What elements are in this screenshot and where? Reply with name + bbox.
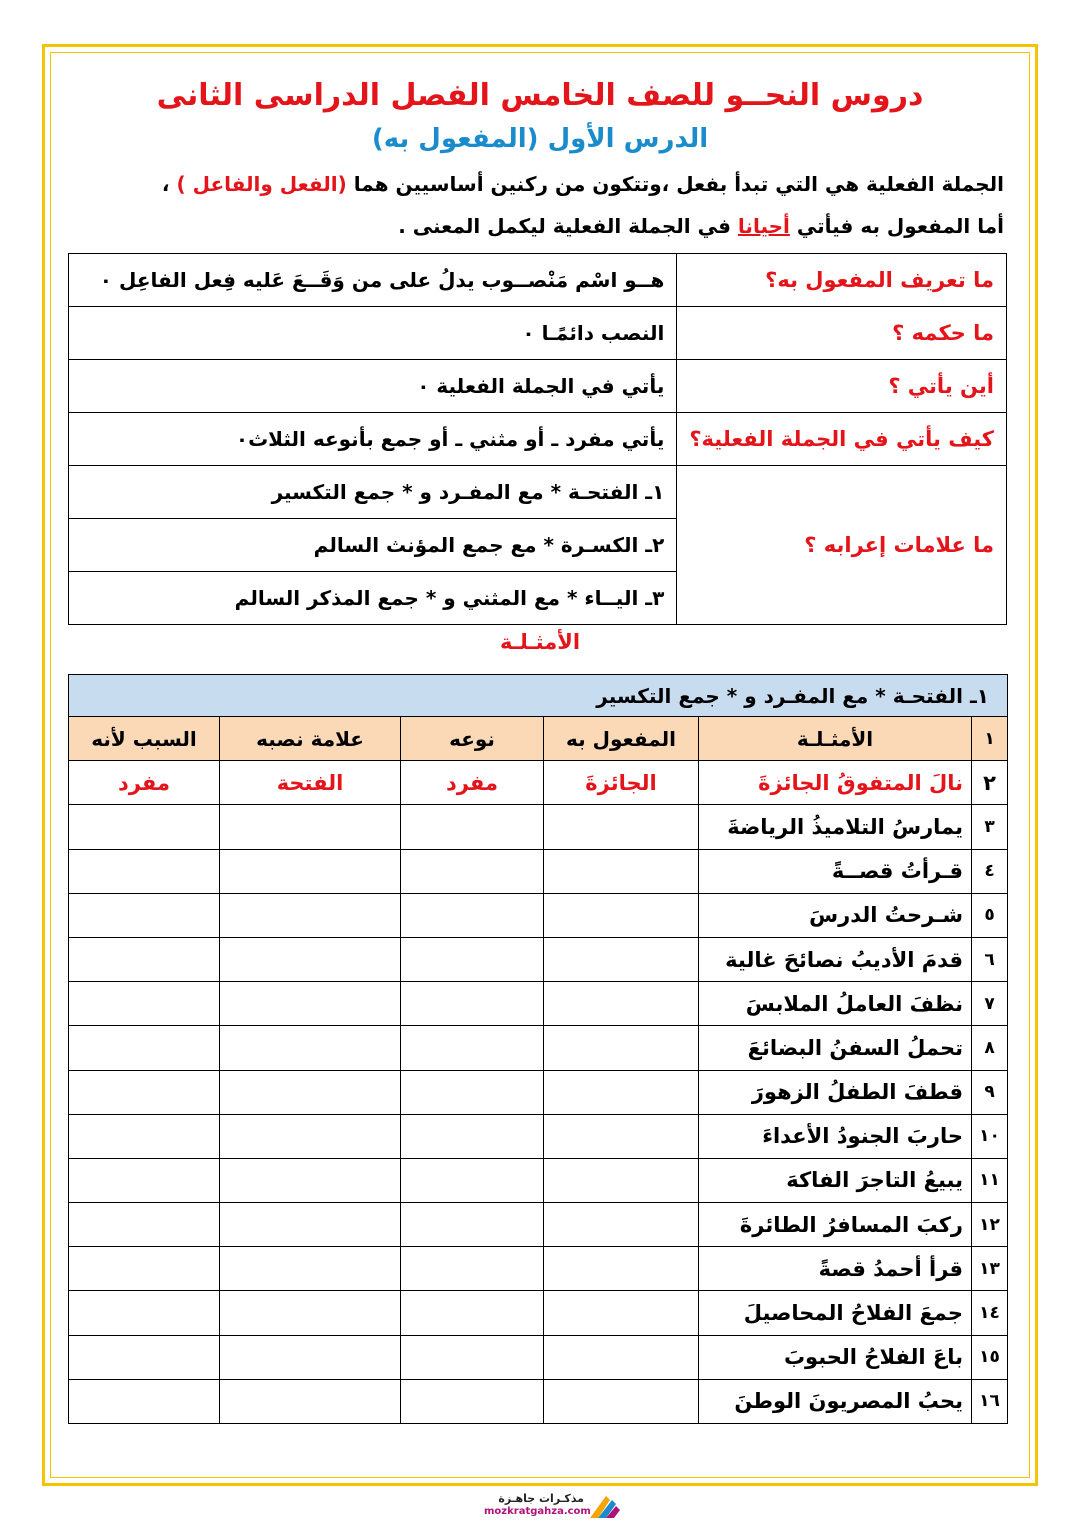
answer-definition: هــو اسْم مَنْصــوب يدلُ على من وَقَــعَ عَليه فِعل الفاعِل ٠ [69,254,677,307]
example-sentence: تحملُ السفنُ البضائعَ [699,1026,972,1070]
blank-cell[interactable] [401,1335,544,1379]
blank-cell[interactable] [69,937,220,981]
question-forms: كيف يأتي في الجملة الفعلية؟ [677,413,1007,466]
blank-cell[interactable] [544,849,699,893]
model-sentence: نالَ المتفوقُ الجائزةَ [699,761,972,805]
header-num: ١ [972,717,1008,761]
model-example-row [69,761,1008,805]
blank-cell[interactable] [69,1247,220,1291]
blank-cell[interactable] [544,805,699,849]
blank-cell[interactable] [220,1335,401,1379]
example-sentence: قطفَ الطفلُ الزهورَ [699,1070,972,1114]
model-sign: الفتحة [220,761,401,805]
question-position: أين يأتي ؟ [677,360,1007,413]
logo-url[interactable]: mozkratgahza.com [484,1506,591,1517]
row-num: ١٦ [972,1379,1008,1423]
row-num: ١٠ [972,1114,1008,1158]
example-sentence: يحبُ المصريونَ الوطنَ [699,1379,972,1423]
forms-row [69,413,1007,466]
blank-cell[interactable] [544,1158,699,1202]
question-marks: ما علامات إعرابه ؟ [677,466,1007,625]
blank-cell[interactable] [69,1026,220,1070]
blank-cell[interactable] [69,849,220,893]
header-sentence: الأمثـلـة [699,717,972,761]
answer-mark-yaa: ٣ـ اليــاء * مع المثني و * جمع المذكر السالم [69,572,677,625]
row-num: ٤ [972,849,1008,893]
definition-table [68,253,1007,625]
answer-forms: يأتي مفرد ـ أو مثني ـ أو جمع بأنوعه الثلاث٠ [69,413,677,466]
header-reason: السبب لأنه [69,717,220,761]
blank-cell[interactable] [69,1158,220,1202]
table-row [69,1026,1008,1070]
intro-line-2 [64,214,1004,238]
intro-line-1-text: الجملة الفعلية هي التي تبدأ بفعل ،وتتكون من ركنين أساسيين هما [346,172,1004,196]
blank-cell[interactable] [220,1114,401,1158]
examples-table [68,674,1008,1424]
blank-cell[interactable] [401,982,544,1026]
blank-cell[interactable] [544,982,699,1026]
page-title: دروس النحــو للصف الخامس الفصل الدراسى الثانى [156,78,924,113]
lesson-title: الدرس الأول (المفعول به) [371,124,709,154]
blank-cell[interactable] [220,1203,401,1247]
blank-cell[interactable] [69,1070,220,1114]
example-sentence: يبيعُ التاجرَ الفاكهَ [699,1158,972,1202]
intro-line-2-text: أما المفعول به فيأتي [789,214,1004,238]
blank-cell[interactable] [69,1379,220,1423]
blank-cell[interactable] [544,1291,699,1335]
ruling-row [69,307,1007,360]
blank-cell[interactable] [401,1026,544,1070]
intro-highlight-sometimes: أحيانا [737,214,790,238]
example-sentence: يمارسُ التلاميذُ الرياضةَ [699,805,972,849]
blank-cell[interactable] [544,1379,699,1423]
blank-cell[interactable] [401,1379,544,1423]
row-num: ٩ [972,1070,1008,1114]
intro-line-1-end: ، [161,172,177,196]
table-row [69,849,1008,893]
blank-cell[interactable] [401,1291,544,1335]
examples-band: ١ـ الفتحـة * مع المفـرد و * جمع التكسير [69,675,1008,717]
blank-cell[interactable] [544,1070,699,1114]
example-sentence: قدمَ الأديبُ نصائحَ غالية [699,937,972,981]
table-row [69,1114,1008,1158]
table-row [69,982,1008,1026]
blank-cell[interactable] [69,1335,220,1379]
blank-cell[interactable] [69,1114,220,1158]
row-num: ١٥ [972,1335,1008,1379]
blank-cell[interactable] [401,805,544,849]
blank-cell[interactable] [69,893,220,937]
row-num: ١٤ [972,1291,1008,1335]
blank-cell[interactable] [544,1114,699,1158]
blank-cell[interactable] [69,1203,220,1247]
table-row [69,1379,1008,1423]
intro-highlight-verb-subject: (الفعل والفاعل ) [176,172,347,196]
model-object: الجائزةَ [544,761,699,805]
row-num: ٢ [972,761,1008,805]
row-num: ٨ [972,1026,1008,1070]
blank-cell[interactable] [544,1335,699,1379]
blank-cell[interactable] [544,937,699,981]
model-reason: مفرد [69,761,220,805]
definition-row [69,254,1007,307]
row-num: ٦ [972,937,1008,981]
table-row [69,1291,1008,1335]
intro-line-2-end: في الجملة الفعلية ليكمل المعنى . [398,214,738,238]
table-row [69,1203,1008,1247]
table-row [69,937,1008,981]
blank-cell[interactable] [220,849,401,893]
answer-mark-kasra: ٢ـ الكسـرة * مع جمع المؤنث السالم [69,519,677,572]
example-sentence: قـرأتُ قصــةً [699,849,972,893]
blank-cell[interactable] [69,1291,220,1335]
example-sentence: قرأ أحمدُ قصةً [699,1247,972,1291]
model-type: مفرد [401,761,544,805]
blank-cell[interactable] [220,893,401,937]
blank-cell[interactable] [220,982,401,1026]
blank-cell[interactable] [401,1114,544,1158]
example-sentence: حاربَ الجنودُ الأعداءَ [699,1114,972,1158]
blank-cell[interactable] [220,1026,401,1070]
table-row [69,805,1008,849]
row-num: ٧ [972,982,1008,1026]
blank-cell[interactable] [220,805,401,849]
answer-mark-fatha: ١ـ الفتحـة * مع المفـرد و * جمع التكسير [69,466,677,519]
marks-row-1 [69,466,1007,519]
table-row [69,893,1008,937]
example-sentence: نظفَ العاملُ الملابسَ [699,982,972,1026]
logo-icon [586,1492,626,1522]
blank-cell[interactable] [401,1203,544,1247]
footer-logo [440,1492,640,1522]
row-num: ٣ [972,805,1008,849]
blank-cell[interactable] [544,1247,699,1291]
row-num: ١١ [972,1158,1008,1202]
table-row [69,1070,1008,1114]
blank-cell[interactable] [401,893,544,937]
question-definition: ما تعريف المفعول به؟ [677,254,1007,307]
example-sentence: باعَ الفلاحُ الحبوبَ [699,1335,972,1379]
row-num: ٥ [972,893,1008,937]
example-sentence: شـرحتُ الدرسَ [699,893,972,937]
blank-cell[interactable] [544,893,699,937]
examples-header-row [69,717,1008,761]
table-row [69,1335,1008,1379]
blank-cell[interactable] [544,1203,699,1247]
logo-text: مذكـرات جاهـزة [498,1492,584,1505]
examples-band-row [69,675,1008,717]
blank-cell[interactable] [401,1070,544,1114]
blank-cell[interactable] [401,849,544,893]
intro-line-1 [64,172,1004,196]
blank-cell[interactable] [220,937,401,981]
table-row [69,1158,1008,1202]
header-sign: علامة نصبه [220,717,401,761]
answer-ruling: النصب دائمًـا ٠ [69,307,677,360]
examples-heading: الأمثـلـة [499,630,581,654]
blank-cell[interactable] [220,1291,401,1335]
blank-cell[interactable] [69,805,220,849]
row-num: ١٣ [972,1247,1008,1291]
blank-cell[interactable] [544,1026,699,1070]
blank-cell[interactable] [401,1158,544,1202]
question-ruling: ما حكمه ؟ [677,307,1007,360]
row-num: ١٢ [972,1203,1008,1247]
table-row [69,1247,1008,1291]
blank-cell[interactable] [220,1247,401,1291]
blank-cell[interactable] [220,1070,401,1114]
blank-cell[interactable] [401,937,544,981]
header-type: نوعه [401,717,544,761]
example-sentence: جمعَ الفلاحُ المحاصيلَ [699,1291,972,1335]
blank-cell[interactable] [220,1158,401,1202]
blank-cell[interactable] [220,1379,401,1423]
blank-cell[interactable] [401,1247,544,1291]
blank-cell[interactable] [69,982,220,1026]
position-row [69,360,1007,413]
example-sentence: ركبَ المسافرُ الطائرةَ [699,1203,972,1247]
header-object: المفعول به [544,717,699,761]
answer-position: يأتي في الجملة الفعلية ٠ [69,360,677,413]
